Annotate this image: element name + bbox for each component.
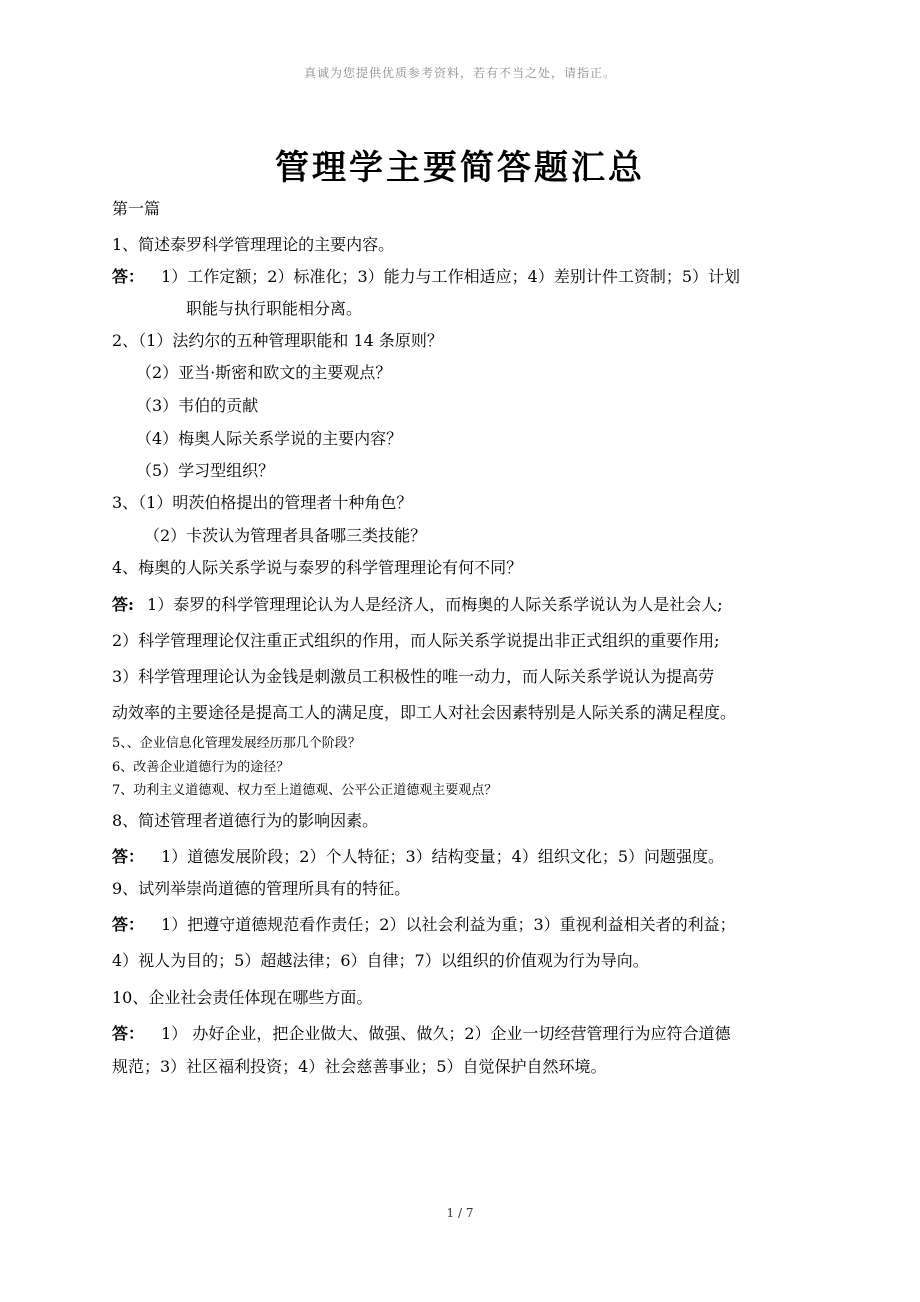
answer-label: 答：	[112, 847, 145, 866]
answer-text: 1）道德发展阶段；2）个人特征；3）结构变量；4）组织文化；5）问题强度。	[161, 847, 725, 866]
question-4: 4、梅奥的人际关系学说与泰罗的科学管理理论有何不同？	[112, 558, 523, 577]
question-2-sub-2: （2）亚当·斯密和欧文的主要观点？	[136, 363, 392, 382]
question-1: 1、简述泰罗科学管理理论的主要内容。	[112, 235, 395, 254]
answer-text: 1） 办好企业，把企业做大、做强、做久；2）企业一切经营管理行为应符合道德	[161, 1024, 731, 1043]
answer-label: 答：	[112, 915, 145, 934]
answer-text: 1）工作定额；2）标准化；3）能力与工作相适应；4）差别计件工资制；5）计划	[161, 267, 741, 286]
answer-label: 答：	[112, 267, 145, 286]
page-title: 管理学主要简答题汇总	[275, 148, 645, 188]
question-2-sub-5: （5）学习型组织？	[136, 461, 275, 480]
answer-10-line-1	[112, 1023, 731, 1045]
answer-text: 1）把遵守道德规范看作责任；2）以社会利益为重；3）重视利益相关者的利益；	[161, 915, 736, 934]
answer-4-line-4: 动效率的主要途径是提高工人的满足度，即工人对社会因素特别是人际关系的满足程度。	[112, 703, 737, 722]
answer-4-line-2: 2）科学管理理论仅注重正式组织的作用，而人际关系学说提出非正式组织的重要作用;	[112, 631, 720, 650]
answer-10-line-2: 规范；3）社区福利投资；4）社会慈善事业；5）自觉保护自然环境。	[112, 1057, 607, 1076]
question-2-sub-3: （3）韦伯的贡献	[136, 396, 259, 415]
answer-9-line-2: 4）视人为目的；5）超越法律；6）自律；7）以组织的价值观为行为导向。	[112, 951, 649, 970]
question-3-sub-2: （2）卡茨认为管理者具备哪三类技能？	[144, 526, 427, 545]
answer-1-line-2: 职能与执行职能相分离。	[186, 299, 363, 318]
page-number: 1 / 7	[446, 1206, 474, 1220]
question-6: 6、改善企业道德行为的途径？	[112, 760, 290, 775]
question-3: 3、（1）明茨伯格提出的管理者十种角色？	[112, 493, 413, 512]
answer-1-line-1	[112, 266, 740, 288]
answer-8	[112, 846, 724, 868]
question-10: 10、企业社会责任体现在哪些方面。	[112, 988, 373, 1007]
answer-text: 1）泰罗的科学管理理论认为人是经济人，而梅奥的人际关系学说认为人是社会人;	[147, 595, 723, 614]
question-9: 9、试列举崇尚道德的管理所具有的特征。	[112, 879, 411, 898]
answer-4-line-3: 3）科学管理理论认为金钱是刺激员工积极性的唯一动力，而人际关系学说认为提高劳	[112, 667, 715, 686]
question-2-sub-4: （4）梅奥人际关系学说的主要内容？	[136, 429, 403, 448]
answer-4-line-1	[112, 594, 723, 616]
answer-label: 答：	[112, 1024, 145, 1043]
answer-label: 答:	[112, 595, 134, 614]
question-2: 2、（1）法约尔的五种管理职能和 14 条原则？	[112, 331, 443, 350]
section-heading: 第一篇	[112, 199, 161, 218]
header-note: 真诚为您提供优质参考资料，若有不当之处，请指正。	[303, 66, 616, 80]
question-7: 7、功利主义道德观、权力至上道德观、公平公正道德观主要观点？	[112, 783, 498, 798]
answer-9-line-1	[112, 914, 736, 936]
question-8: 8、简述管理者道德行为的影响因素。	[112, 811, 379, 830]
question-5: 5、、企业信息化管理发展经历那几个阶段？	[112, 736, 361, 751]
